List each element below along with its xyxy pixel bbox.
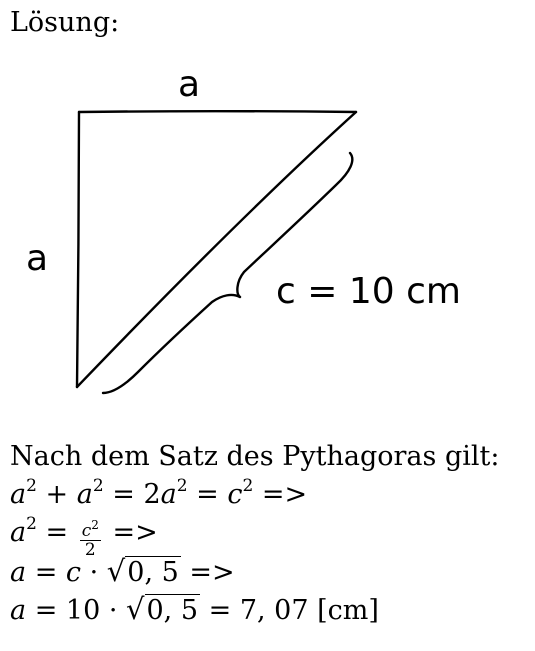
text-line-1: Nach dem Satz des Pythagoras gilt: bbox=[10, 441, 500, 472]
fraction: $\frac{c^2}{2}$ bbox=[81, 518, 99, 560]
equation-line-2: $a^2 + a^2 = 2a^2 = c^2$ => bbox=[10, 476, 308, 510]
triangle-sketch bbox=[0, 60, 535, 405]
equation-line-5: a = 10 · √0, 5 = 7, 07 [cm] bbox=[10, 590, 499, 628]
equation-line-3: $a^2$ = $\frac{c^2}{2}$ => bbox=[10, 514, 158, 560]
solution-heading: Lösung: bbox=[10, 7, 120, 38]
square-root: √0, 5 bbox=[126, 592, 199, 626]
square-root: √0, 5 bbox=[106, 554, 179, 588]
equation-line-4: a = c · √0, 5 => bbox=[10, 552, 499, 590]
triangle-side-left bbox=[77, 112, 79, 387]
triangle-side-top bbox=[79, 111, 356, 112]
label-side-left: a bbox=[26, 238, 49, 279]
triangle-hypotenuse bbox=[77, 112, 356, 387]
label-hypotenuse: c = 10 cm bbox=[276, 271, 461, 312]
label-side-top: a bbox=[178, 64, 201, 105]
solution-text bbox=[10, 438, 499, 628]
